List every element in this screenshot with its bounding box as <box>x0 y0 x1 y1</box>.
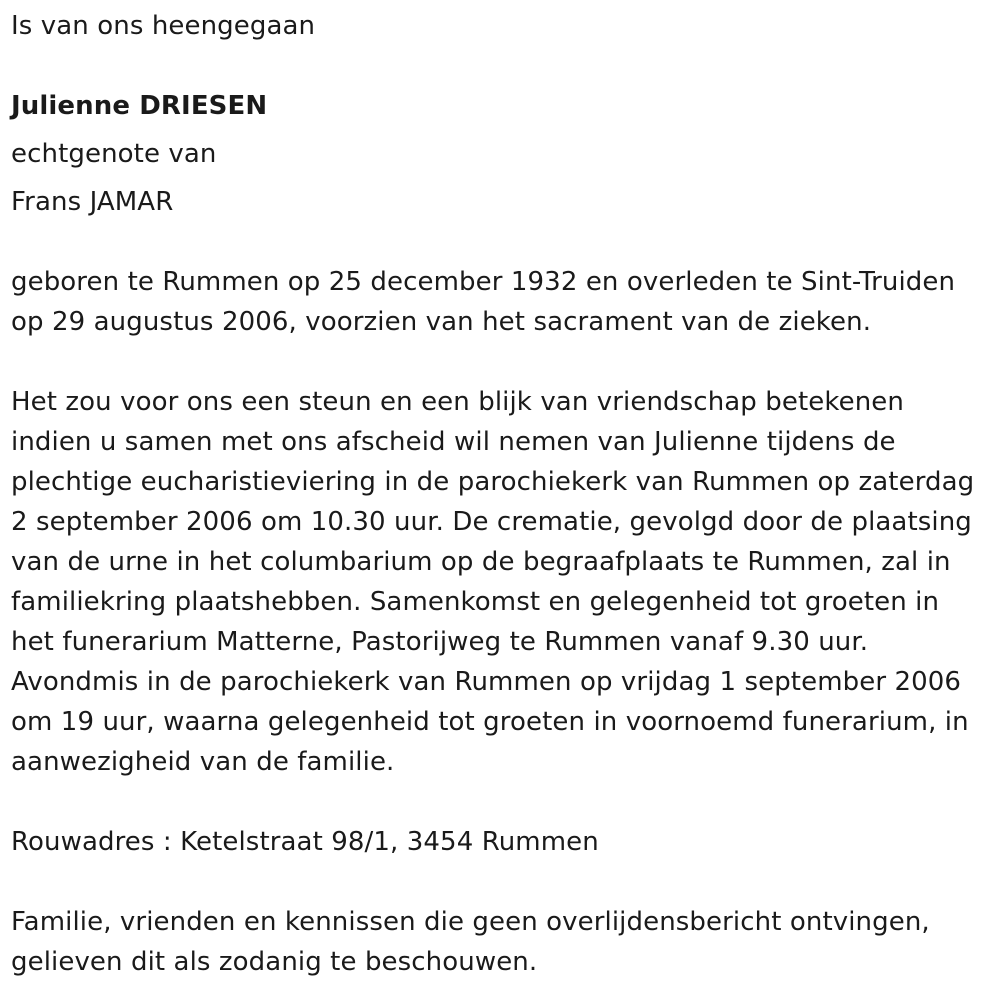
birth-death-line: geboren te Rummen op 25 december 1932 en overleden te Sint-Truiden <box>11 267 956 297</box>
ceremony-line: het funerarium Matterne, Pastorijweg te Rummen vanaf 9.30 uur. <box>11 627 869 657</box>
mourning-address: Rouwadres : Ketelstraat 98/1, 3454 Rummen <box>11 827 599 857</box>
spouse-name: Frans JAMAR <box>11 187 174 217</box>
closing-line: Familie, vrienden en kennissen die geen overlijdensbericht ontvingen, <box>11 907 930 937</box>
ceremony-line: aanwezigheid van de familie. <box>11 747 395 777</box>
ceremony-line: familiekring plaatshebben. Samenkomst en gelegenheid tot groeten in <box>11 587 940 617</box>
ceremony-line: Het zou voor ons een steun en een blijk van vriendschap betekenen <box>11 387 904 417</box>
ceremony-line: om 19 uur, waarna gelegenheid tot groeten in voornoemd funerarium, in <box>11 707 969 737</box>
ceremony-line: van de urne in het columbarium op de begraafplaats te Rummen, zal in <box>11 547 951 577</box>
relation-text: echtgenote van <box>11 139 217 169</box>
birth-death-line: op 29 augustus 2006, voorzien van het sacrament van de zieken. <box>11 307 872 337</box>
deceased-name: Julienne DRIESEN <box>11 91 268 121</box>
intro-text: Is van ons heengegaan <box>11 11 316 41</box>
ceremony-line: indien u samen met ons afscheid wil nemen van Julienne tijdens de <box>11 427 896 457</box>
closing-line: gelieven dit als zodanig te beschouwen. <box>11 947 538 977</box>
ceremony-line: 2 september 2006 om 10.30 uur. De crematie, gevolgd door de plaatsing <box>11 507 972 537</box>
ceremony-line: plechtige eucharistieviering in de parochiekerk van Rummen op zaterdag <box>11 467 975 497</box>
ceremony-line: Avondmis in de parochiekerk van Rummen op vrijdag 1 september 2006 <box>11 667 962 697</box>
